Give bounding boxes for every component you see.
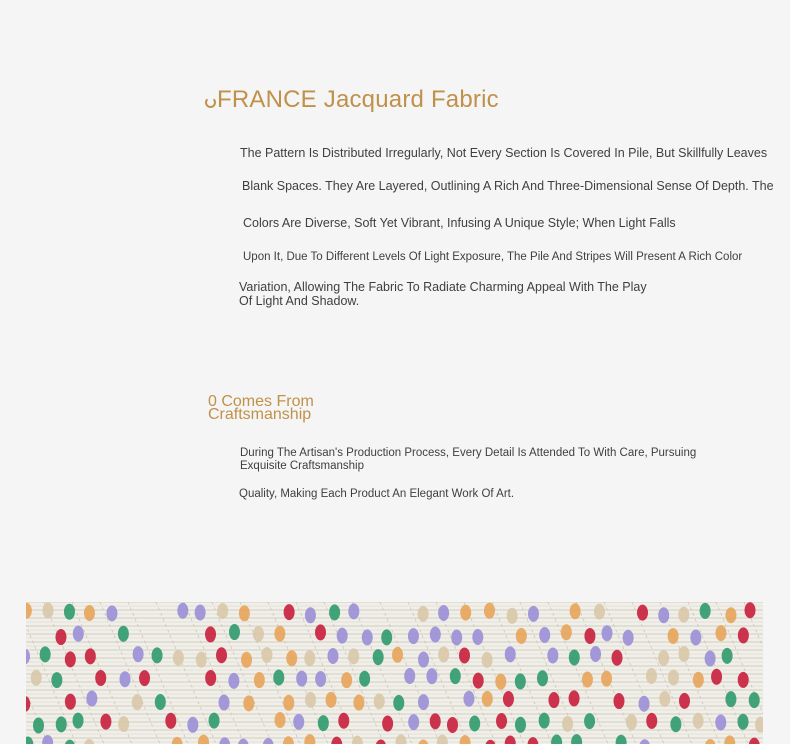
pile-tuft — [106, 605, 117, 621]
pile-tuft — [516, 628, 527, 644]
pile-tuft — [382, 716, 393, 732]
pile-tuft — [305, 607, 316, 623]
pile-tuft — [254, 672, 265, 688]
pile-tuft — [679, 693, 690, 709]
pile-tuft — [678, 607, 689, 623]
pile-tuft — [561, 624, 572, 640]
pile-tuft — [241, 652, 252, 668]
section-title-text: FRANCE Jacquard Fabric — [217, 86, 499, 113]
pile-tuft — [646, 713, 657, 729]
pile-tuft — [132, 694, 143, 710]
pile-tuft — [408, 714, 419, 730]
pile-tuft — [315, 671, 326, 687]
description-line: Blank Spaces. They Are Layered, Outlining A Rich And Three-Dimensional Sense Of Depth. The — [242, 179, 774, 193]
pile-tuft — [95, 670, 106, 686]
pile-tuft — [590, 646, 601, 662]
stripe-thread — [548, 602, 608, 744]
pile-tuft — [616, 735, 627, 744]
pile-tuft — [238, 739, 249, 744]
pile-tuft — [613, 693, 624, 709]
pile-tuft — [118, 626, 129, 642]
pile-tuft — [229, 624, 240, 640]
jacquard-fabric-image — [26, 602, 763, 744]
fabric-texture — [26, 602, 763, 744]
pile-tuft — [84, 605, 95, 621]
pile-tuft — [705, 739, 716, 744]
pile-tuft — [55, 629, 66, 645]
pile-tuft — [749, 692, 760, 708]
craftsmanship-subtitle: 0 Comes From Craftsmanship — [208, 393, 314, 423]
pile-tuft — [337, 628, 348, 644]
pile-tuft — [239, 605, 250, 621]
pile-tuft — [118, 716, 129, 732]
pile-tuft — [195, 605, 206, 621]
pile-tuft — [326, 692, 337, 708]
pile-tuft — [65, 694, 76, 710]
pile-tuft — [469, 715, 480, 731]
pile-tuft — [584, 713, 595, 729]
pile-tuft — [209, 713, 220, 729]
pile-tuft — [670, 716, 681, 732]
pile-tuft — [715, 625, 726, 641]
pile-tuft — [725, 607, 736, 623]
pile-tuft — [679, 646, 690, 662]
pile-tuft — [584, 628, 595, 644]
pile-tuft — [639, 696, 650, 712]
pile-tuft — [646, 668, 657, 684]
pile-tuft — [473, 673, 484, 689]
pile-tuft — [722, 648, 733, 664]
pile-tuft — [253, 626, 264, 642]
stripe-thread — [212, 602, 272, 744]
pile-tuft — [639, 739, 650, 744]
pile-tuft — [173, 650, 184, 666]
stripe-thread — [632, 602, 692, 744]
pile-tuft — [515, 717, 526, 733]
pile-tuft — [503, 691, 514, 707]
pile-tuft — [362, 629, 373, 645]
description-line: Upon It, Due To Different Levels Of Light Exposure, The Pile And Stripes Will Present A Rich Color — [243, 251, 743, 263]
pile-tuft — [496, 713, 507, 729]
pile-tuft — [528, 606, 539, 622]
pile-tuft — [228, 673, 239, 689]
pile-tuft — [31, 670, 42, 686]
stripe-thread — [128, 602, 188, 744]
pile-tuft — [515, 673, 526, 689]
pile-tuft — [315, 624, 326, 640]
pile-tuft — [537, 670, 548, 686]
pile-tuft — [341, 672, 352, 688]
description-line: Variation, Allowing The Fabric To Radiate Charming Appeal With The Play Of Light And Shadow. — [239, 280, 647, 308]
pile-tuft — [328, 648, 339, 664]
pile-tuft — [460, 735, 471, 744]
craftsmanship-line: During The Artisan's Production Process, Every Detail Is Attended To With Care, Pursuing Exquisite Craftsmanship — [240, 447, 697, 472]
pile-tuft — [42, 735, 53, 744]
pile-tuft — [438, 647, 449, 663]
pile-tuft — [482, 652, 493, 668]
pile-tuft — [668, 669, 679, 685]
pile-tuft — [133, 646, 144, 662]
pile-tuft — [459, 647, 470, 663]
pile-tuft — [284, 604, 295, 620]
pile-tuft — [305, 692, 316, 708]
pile-tuft — [690, 629, 701, 645]
pile-tuft — [601, 671, 612, 687]
pile-tuft — [348, 603, 359, 619]
pile-tuft — [100, 714, 111, 730]
pile-tuft — [352, 736, 363, 744]
pile-tuft — [353, 695, 364, 711]
pile-tuft — [205, 670, 216, 686]
pile-tuft — [273, 670, 284, 686]
pile-tuft — [548, 692, 559, 708]
pile-tuft — [85, 648, 96, 664]
pile-tuft — [84, 739, 95, 744]
pile-tuft — [40, 646, 51, 662]
pile-tuft — [393, 695, 404, 711]
pile-tuft — [438, 605, 449, 621]
pile-tuft — [711, 669, 722, 685]
pile-tuft — [430, 713, 441, 729]
pile-tuft — [505, 646, 516, 662]
pile-tuft — [73, 626, 84, 642]
pile-tuft — [602, 625, 613, 641]
pile-tuft — [304, 734, 315, 744]
pile-tuft — [700, 603, 711, 619]
pile-tuft — [217, 603, 228, 619]
pile-tuft — [33, 717, 44, 733]
pile-tuft — [426, 668, 437, 684]
pile-tuft — [196, 652, 207, 668]
pile-tuft — [447, 717, 458, 733]
pile-tuft — [73, 713, 84, 729]
pile-tuft — [165, 713, 176, 729]
pile-tuft — [505, 735, 516, 744]
pile-tuft — [286, 650, 297, 666]
pile-tuft — [275, 712, 286, 728]
pile-tuft — [404, 668, 415, 684]
pile-tuft — [293, 714, 304, 730]
pile-tuft — [263, 738, 274, 744]
section-title — [205, 86, 499, 114]
pile-tuft — [26, 603, 32, 619]
pile-tuft — [348, 648, 359, 664]
pile-tuft — [623, 630, 634, 646]
pile-tuft — [705, 651, 716, 667]
pile-tuft — [738, 627, 749, 643]
pile-tuft — [177, 603, 188, 619]
pile-tuft — [484, 603, 495, 619]
pile-tuft — [658, 607, 669, 623]
pile-tuft — [482, 691, 493, 707]
pile-tuft — [738, 672, 749, 688]
pile-tuft — [724, 735, 735, 744]
pile-tuft — [626, 714, 637, 730]
pile-tuft — [463, 691, 474, 707]
pile-tuft — [86, 691, 97, 707]
pile-tuft — [582, 672, 593, 688]
pile-tuft — [659, 691, 670, 707]
pile-tuft — [693, 713, 704, 729]
pile-tuft — [715, 715, 726, 731]
pile-tuft — [418, 652, 429, 668]
pile-tuft — [374, 693, 385, 709]
pile-tuft — [283, 695, 294, 711]
pile-tuft — [187, 717, 198, 733]
pile-tuft — [569, 690, 580, 706]
pile-tuft — [408, 628, 419, 644]
pile-tuft — [56, 716, 67, 732]
pile-tuft — [437, 735, 448, 744]
description-line: The Pattern Is Distributed Irregularly, Not Every Section Is Covered In Pile, But Skillfully Leaves — [240, 146, 768, 160]
pile-tuft — [396, 734, 407, 744]
pile-tuft — [338, 713, 349, 729]
pile-tuft — [283, 736, 294, 744]
pile-tuft — [152, 647, 163, 663]
pile-tuft — [472, 629, 483, 645]
pile-tuft — [612, 650, 623, 666]
pile-tuft — [65, 651, 76, 667]
pile-tuft — [539, 713, 550, 729]
pile-tuft — [261, 647, 272, 663]
pile-tuft — [318, 715, 329, 731]
pile-tuft — [451, 629, 462, 645]
pile-tuft — [693, 672, 704, 688]
pile-tuft — [738, 714, 749, 730]
pile-tuft — [64, 604, 75, 620]
pile-tuft — [570, 603, 581, 619]
pile-tuft — [430, 626, 441, 642]
pile-tuft — [119, 671, 130, 687]
pile-tuft — [155, 694, 166, 710]
craftsmanship-line: Quality, Making Each Product An Elegant Work Of Art. — [239, 488, 515, 500]
pile-tuft — [637, 605, 648, 621]
pile-tuft — [274, 626, 285, 642]
pile-tuft — [198, 735, 209, 744]
pile-tuft — [243, 695, 254, 711]
pile-tuft — [460, 605, 471, 621]
stripe-thread — [436, 602, 496, 744]
pile-tuft — [359, 671, 370, 687]
pile-tuft — [216, 647, 227, 663]
pile-tuft — [562, 716, 573, 732]
pile-tuft — [219, 695, 230, 711]
stripe-thread — [324, 602, 384, 744]
pile-tuft — [594, 604, 605, 620]
circle-arc-icon — [205, 97, 216, 108]
pile-tuft — [139, 670, 150, 686]
pile-tuft — [495, 674, 506, 690]
pile-tuft — [547, 647, 558, 663]
pile-tuft — [418, 606, 429, 622]
pile-tuft — [551, 735, 562, 744]
pile-tuft — [373, 649, 384, 665]
description-line: Colors Are Diverse, Soft Yet Vibrant, Infusing A Unique Style; When Light Falls — [243, 216, 676, 230]
pile-tuft — [571, 734, 582, 744]
pile-tuft — [745, 602, 756, 618]
pile-tuft — [381, 629, 392, 645]
pile-tuft — [725, 691, 736, 707]
pile-tuft — [296, 671, 307, 687]
pile-tuft — [329, 604, 340, 620]
pile-tuft — [658, 650, 669, 666]
pile-tuft — [569, 650, 580, 666]
pile-tuft — [392, 647, 403, 663]
pile-tuft — [418, 694, 429, 710]
stripe-thread — [240, 602, 300, 744]
pile-tuft — [43, 602, 54, 618]
pile-tuft — [304, 650, 315, 666]
pile-tuft — [539, 627, 550, 643]
pile-tuft — [668, 628, 679, 644]
pile-tuft — [205, 626, 216, 642]
pile-tuft — [51, 672, 62, 688]
pile-tuft — [450, 668, 461, 684]
pile-tuft — [507, 608, 518, 624]
